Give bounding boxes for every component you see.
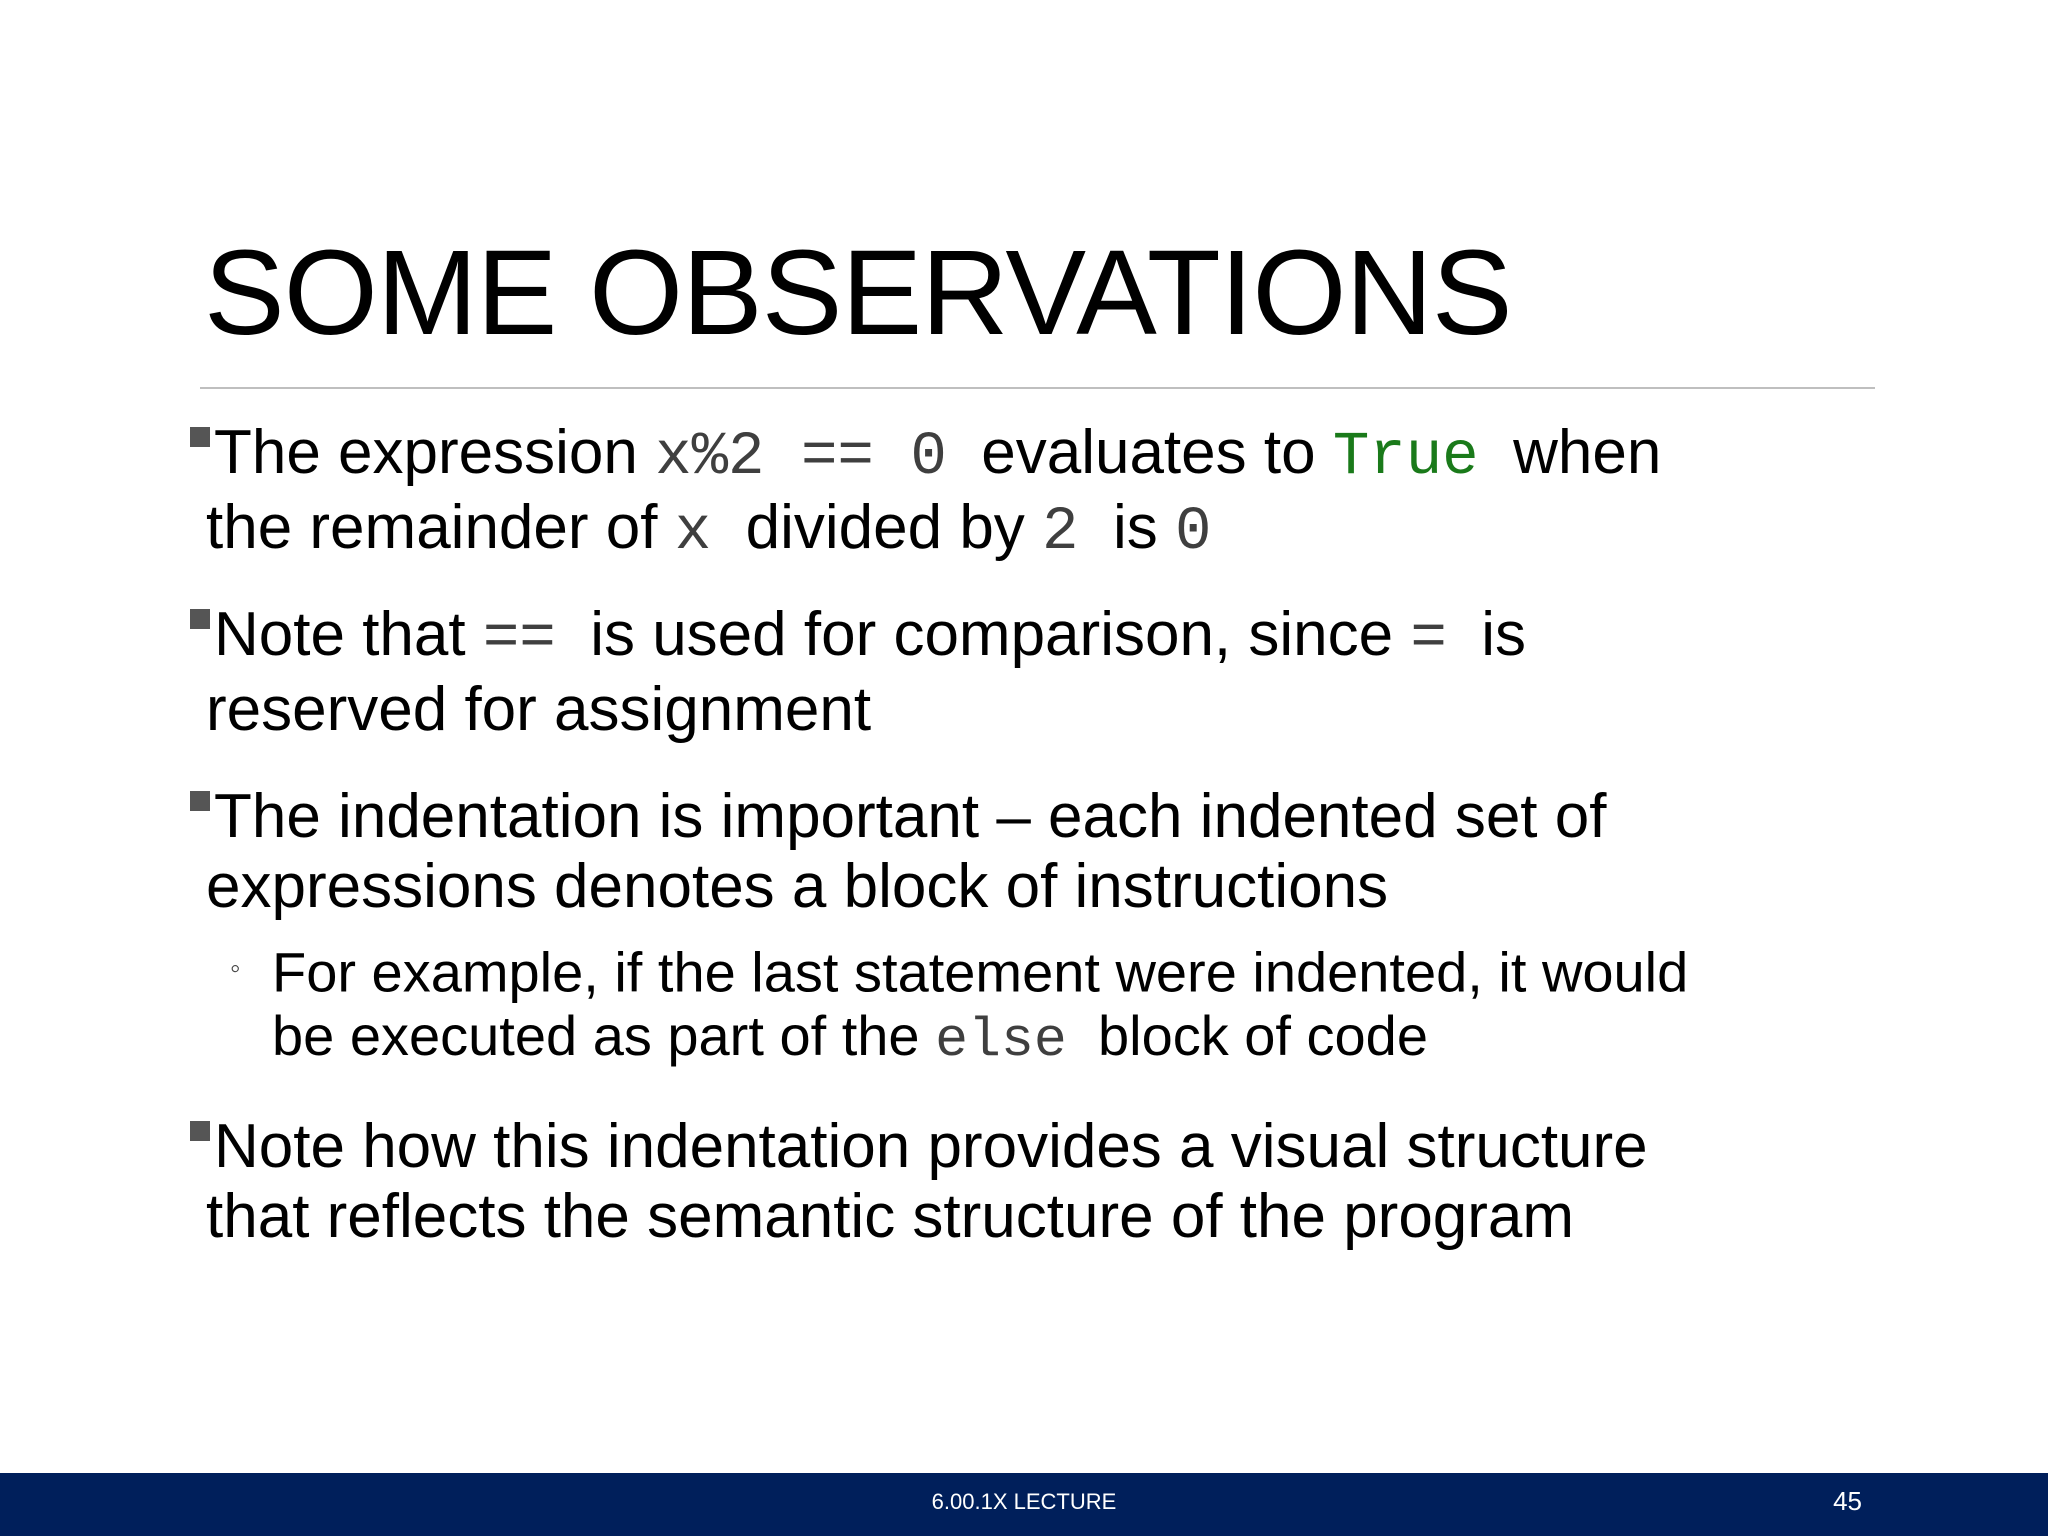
bullet-4-line-1 (190, 1112, 1890, 1182)
bullet-2 (190, 600, 1890, 745)
text-run: Note how this indentation provides a visual structure (214, 1112, 1648, 1181)
code-run: else (935, 1009, 1067, 1072)
text-run: reserved for assignment (206, 675, 872, 744)
text-run: divided by (711, 493, 1043, 562)
footer-bar (0, 1473, 2048, 1536)
bullet-2-line-1 (190, 600, 1890, 675)
sub-bullet-1 (230, 937, 1890, 1073)
page-number: 45 (1833, 1486, 1862, 1516)
course-label: 6.00.1X LECTURE (931, 1489, 1117, 1514)
code-run: == (482, 605, 556, 674)
bullet-3-line-2 (190, 852, 1890, 922)
text-run: is (1446, 600, 1527, 669)
bullet-4 (190, 1112, 1890, 1252)
code-run: 2 (1042, 498, 1079, 567)
text-run: is (1078, 493, 1175, 562)
text-run: when (1478, 418, 1662, 487)
text-run: is used for comparison, since (555, 600, 1411, 669)
text-run: expressions denotes a block of instructions (206, 852, 1389, 921)
text-run: For example, if the last statement were indented, it would (272, 940, 1689, 1004)
text-run: be executed as part of the (272, 1003, 936, 1067)
bullet-3-line-1 (190, 782, 1890, 852)
bullet-1-line-1 (190, 418, 1890, 493)
square-bullet-icon (190, 1121, 210, 1141)
slide-title: SOME OBSERVATIONS (204, 224, 1512, 360)
text-run: that reflects the semantic structure of the program (206, 1182, 1575, 1251)
square-bullet-icon (190, 609, 210, 629)
square-bullet-icon (190, 791, 210, 811)
text-run: evaluates to (946, 418, 1333, 487)
code-run: x (674, 498, 712, 567)
text-run: block of code (1066, 1003, 1428, 1067)
code-keyword-run: True (1332, 423, 1479, 492)
text-run: The indentation is important – each indented set of (214, 782, 1607, 851)
bullet-1 (190, 418, 1890, 568)
text-run: the remainder of (206, 493, 675, 562)
code-run: x%2 == 0 (655, 423, 947, 492)
code-run: = (1410, 605, 1447, 674)
bullet-3 (190, 782, 1890, 922)
code-run: 0 (1174, 498, 1212, 567)
title-divider (200, 387, 1875, 389)
text-run: Note that (214, 600, 483, 669)
circle-bullet-icon: ◦ (230, 952, 241, 985)
sub-bullet-1-line-2 (230, 1004, 1890, 1073)
text-run: The expression (214, 418, 656, 487)
bullet-1-line-2 (190, 493, 1890, 568)
bullet-2-line-2 (190, 675, 1890, 745)
square-bullet-icon (190, 427, 210, 447)
sub-bullet-1-line-1 (230, 937, 1890, 1004)
bullet-4-line-2 (190, 1182, 1890, 1252)
